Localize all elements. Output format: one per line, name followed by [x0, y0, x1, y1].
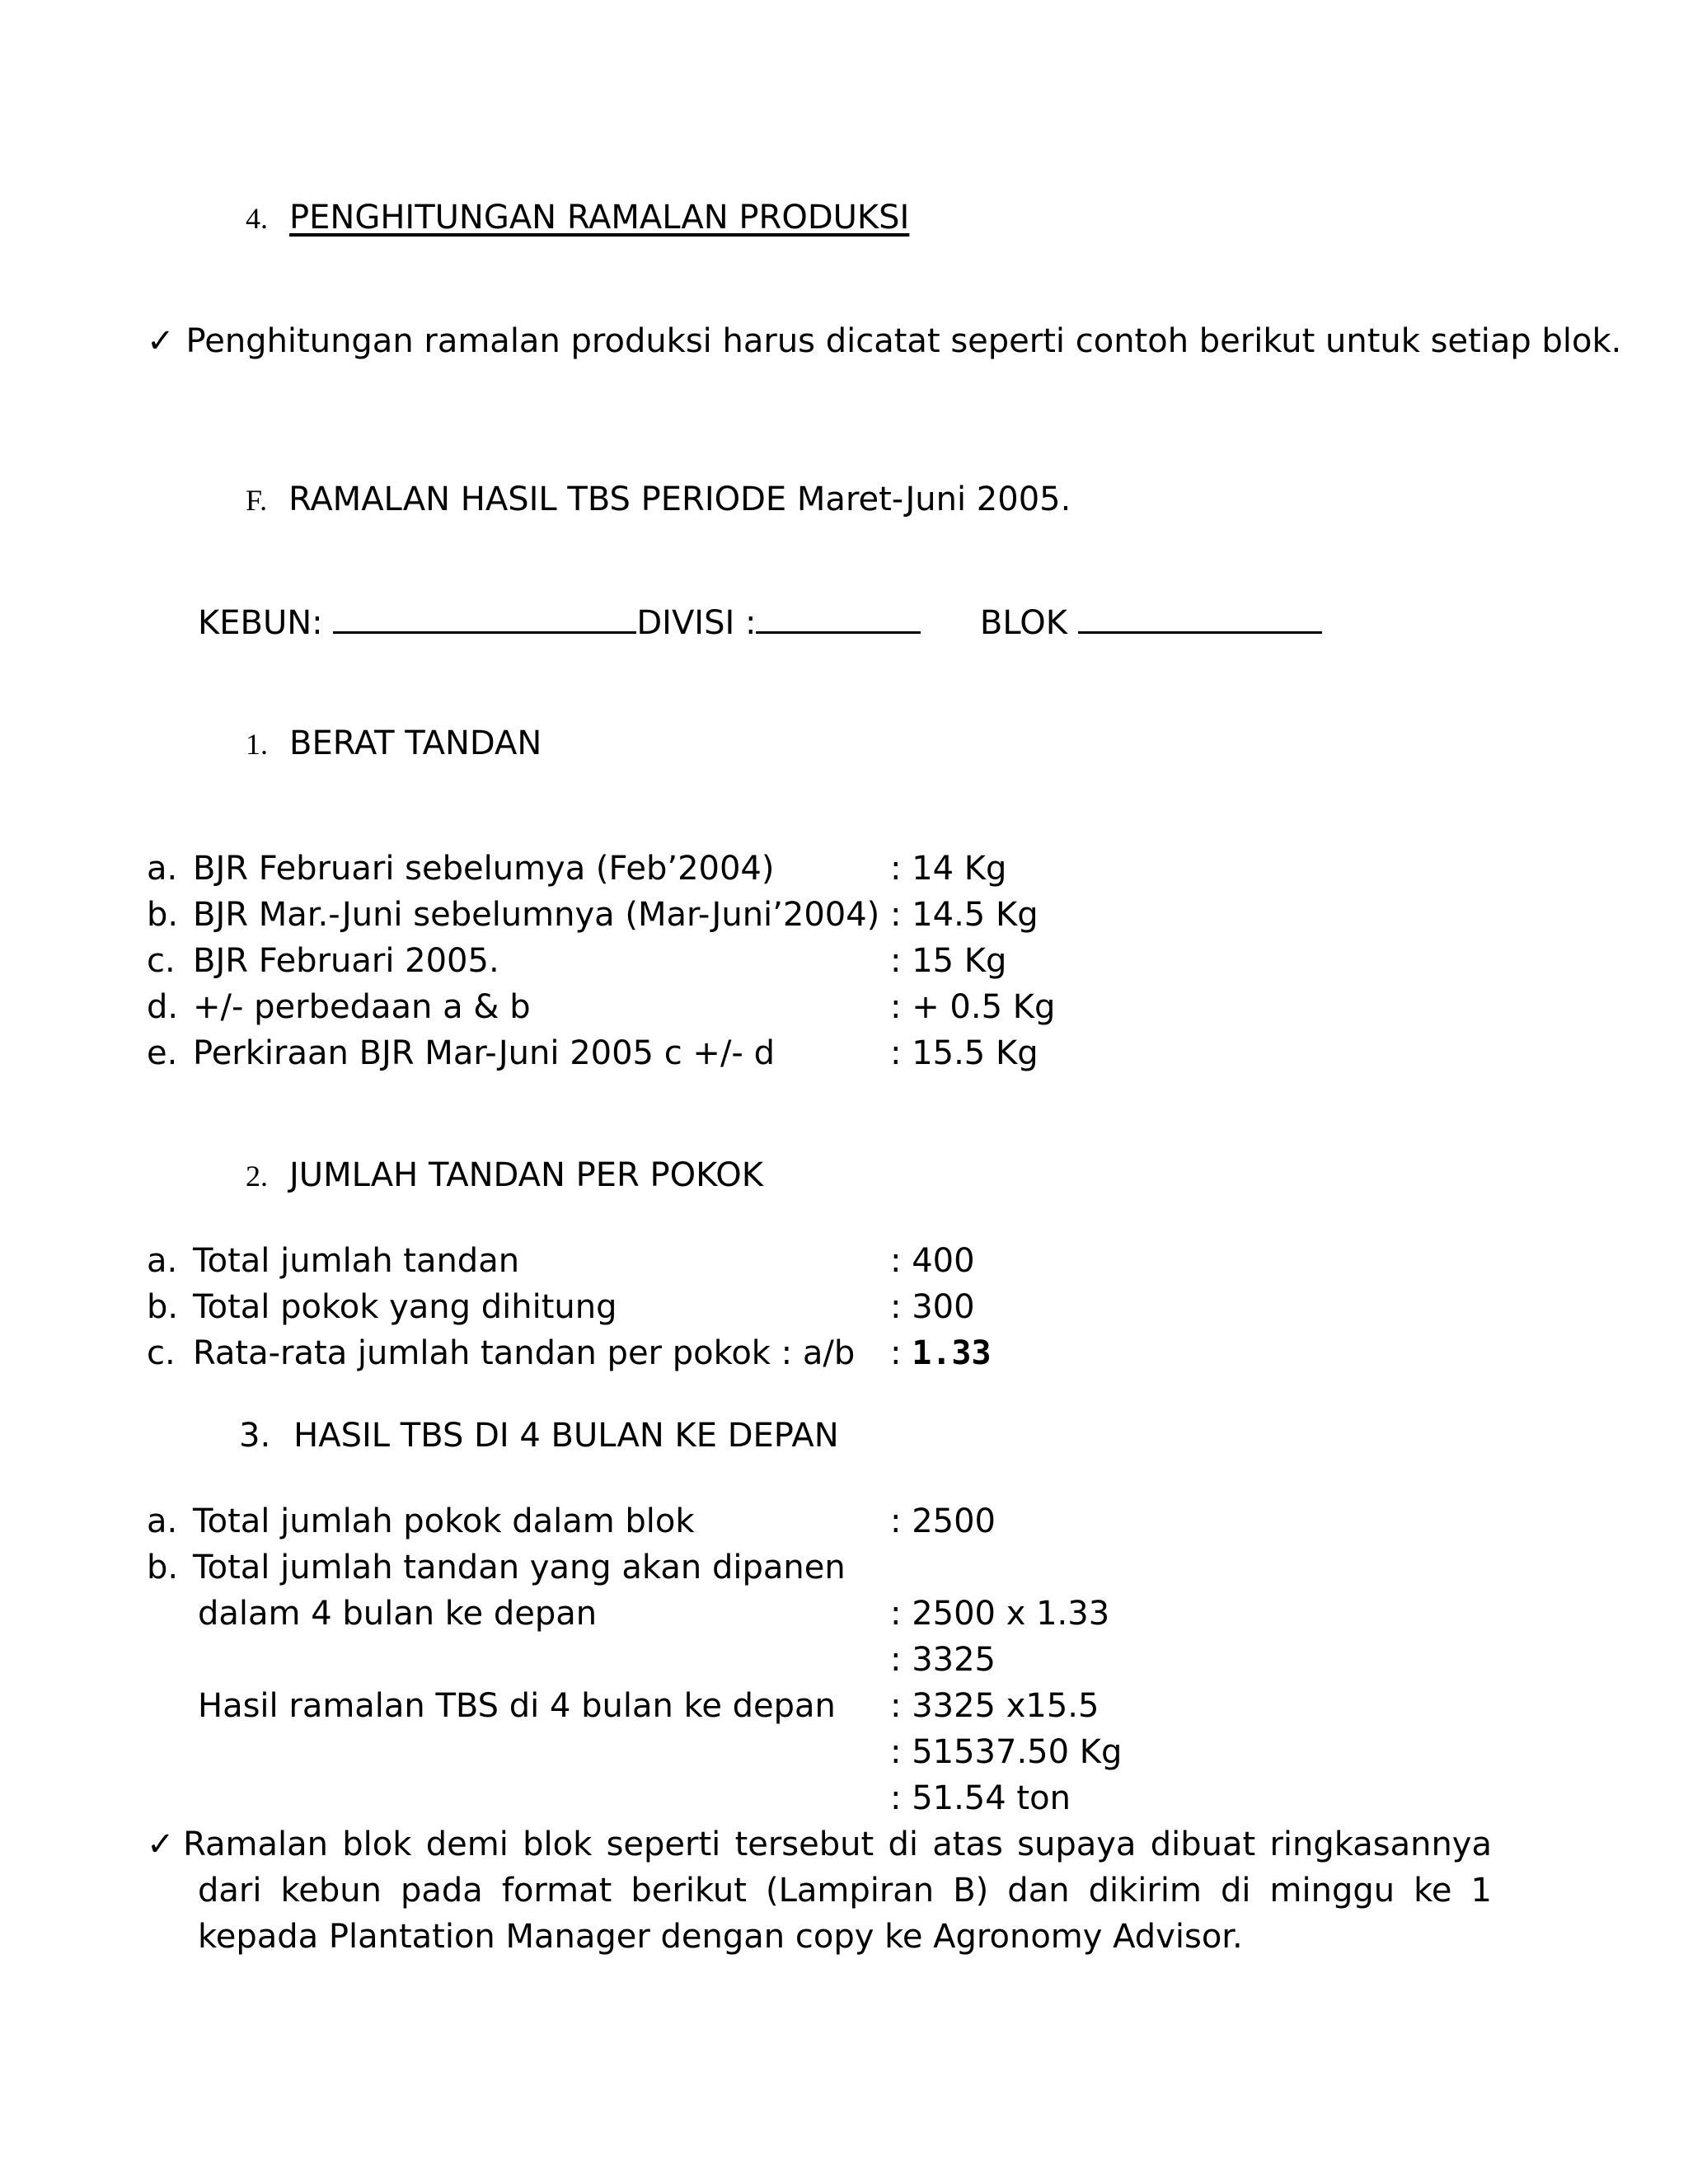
list-item	[147, 1330, 855, 1376]
jumlah-tandan-heading	[246, 1152, 763, 1199]
form-heading	[246, 476, 1071, 523]
list-item	[147, 846, 774, 892]
item-letter: c.	[147, 1334, 176, 1372]
kebun-label: KEBUN:	[198, 604, 323, 642]
item-value: : 2500	[890, 1502, 996, 1540]
section-title: PENGHITUNGAN RAMALAN PRODUKSI	[289, 199, 910, 237]
hasil-tbs-title: HASIL TBS DI 4 BULAN KE DEPAN	[293, 1417, 839, 1455]
item-label-continuation: dalam 4 bulan ke depan	[198, 1595, 598, 1633]
item-value: : 51.54 ton	[890, 1779, 1071, 1817]
item-value: : 3325	[890, 1641, 996, 1679]
item-letter: a.	[147, 850, 178, 888]
item-value: : 3325 x15.5	[890, 1687, 1100, 1725]
list-item	[147, 892, 879, 938]
section-number: 4.	[246, 202, 268, 235]
item-value: : 2500 x 1.33	[890, 1595, 1110, 1633]
item-label: BJR Februari 2005.	[193, 942, 499, 980]
item-value: : 15 Kg	[890, 942, 1007, 980]
divisi-blank	[756, 602, 921, 634]
item-letter: b.	[147, 1288, 179, 1326]
list-item	[147, 938, 499, 984]
list-item	[147, 1030, 775, 1076]
hasil-ramalan-label: Hasil ramalan TBS di 4 bulan ke depan	[198, 1687, 836, 1725]
item-label: Rata-rata jumlah tandan per pokok : a/b	[193, 1334, 856, 1372]
item-label: Perkiraan BJR Mar-Juni 2005 c +/- d	[193, 1034, 775, 1072]
closing-note	[147, 1821, 1492, 1960]
item-letter: a.	[147, 1242, 178, 1280]
closing-note-block	[147, 1821, 1492, 1960]
item-letter: e.	[147, 1034, 178, 1072]
item-value: : 15.5 Kg	[890, 1034, 1039, 1072]
kebun-blank	[333, 602, 636, 634]
list-item	[147, 1498, 695, 1544]
item-label: +/- perbedaan a & b	[193, 988, 531, 1026]
section-heading	[246, 194, 909, 241]
blok-blank	[1078, 602, 1322, 634]
berat-tandan-title: BERAT TANDAN	[289, 724, 542, 762]
closing-note-text: Ramalan blok demi blok seperti tersebut di atas supaya dibuat ringkasannya dari kebun pada format berikut (Lampiran B) dan dikirim di minggu ke 1 kepada Plantation Manager dengan copy ke Agronomy Advisor.	[183, 1825, 1492, 1956]
intro-note-text: Penghitungan ramalan produksi harus dicatat seperti contoh berikut untuk setiap blok.	[185, 322, 1622, 360]
hasil-tbs-number: 3.	[239, 1417, 271, 1455]
checkmark-icon: ✓	[147, 322, 175, 360]
item-letter: c.	[147, 942, 176, 980]
checkmark-icon: ✓	[147, 1825, 179, 1863]
item-label: BJR Mar.-Juni sebelumnya (Mar-Juni’2004)	[193, 896, 880, 934]
item-value: : 51537.50 Kg	[890, 1733, 1123, 1771]
hasil-tbs-heading	[239, 1413, 839, 1459]
item-value: : + 0.5 Kg	[890, 988, 1056, 1026]
blok-label: BLOK	[979, 604, 1067, 642]
item-value: : 300	[890, 1288, 975, 1326]
item-value: : 400	[890, 1242, 975, 1280]
item-value: : 14 Kg	[890, 850, 1007, 888]
form-heading-number: F.	[246, 484, 268, 517]
list-item	[147, 984, 531, 1030]
list-item	[147, 1284, 617, 1330]
item-label: Total jumlah tandan	[193, 1242, 520, 1280]
list-item	[147, 1544, 846, 1591]
item-label: Total jumlah tandan yang akan dipanen	[193, 1549, 846, 1586]
value-prefix: :	[890, 1334, 912, 1372]
intro-note	[147, 318, 1621, 364]
item-letter: b.	[147, 1549, 179, 1586]
item-letter: a.	[147, 1502, 178, 1540]
jumlah-tandan-title: JUMLAH TANDAN PER POKOK	[289, 1156, 763, 1194]
average-value: 1.33	[912, 1334, 992, 1372]
item-label: BJR Februari sebelumya (Feb’2004)	[193, 850, 775, 888]
item-label: Total pokok yang dihitung	[193, 1288, 617, 1326]
form-heading-title: RAMALAN HASIL TBS PERIODE Maret-Juni 2005.	[288, 480, 1071, 518]
list-item	[147, 1238, 519, 1284]
item-letter: d.	[147, 988, 179, 1026]
form-fields-line	[198, 600, 1322, 646]
item-label: Total jumlah pokok dalam blok	[193, 1502, 695, 1540]
item-value: : 14.5 Kg	[890, 896, 1039, 934]
jumlah-tandan-number: 2.	[246, 1160, 268, 1193]
item-letter: b.	[147, 896, 179, 934]
berat-tandan-number: 1.	[246, 728, 268, 761]
berat-tandan-heading	[246, 720, 542, 767]
item-value	[890, 1330, 992, 1376]
divisi-label: DIVISI :	[636, 604, 757, 642]
